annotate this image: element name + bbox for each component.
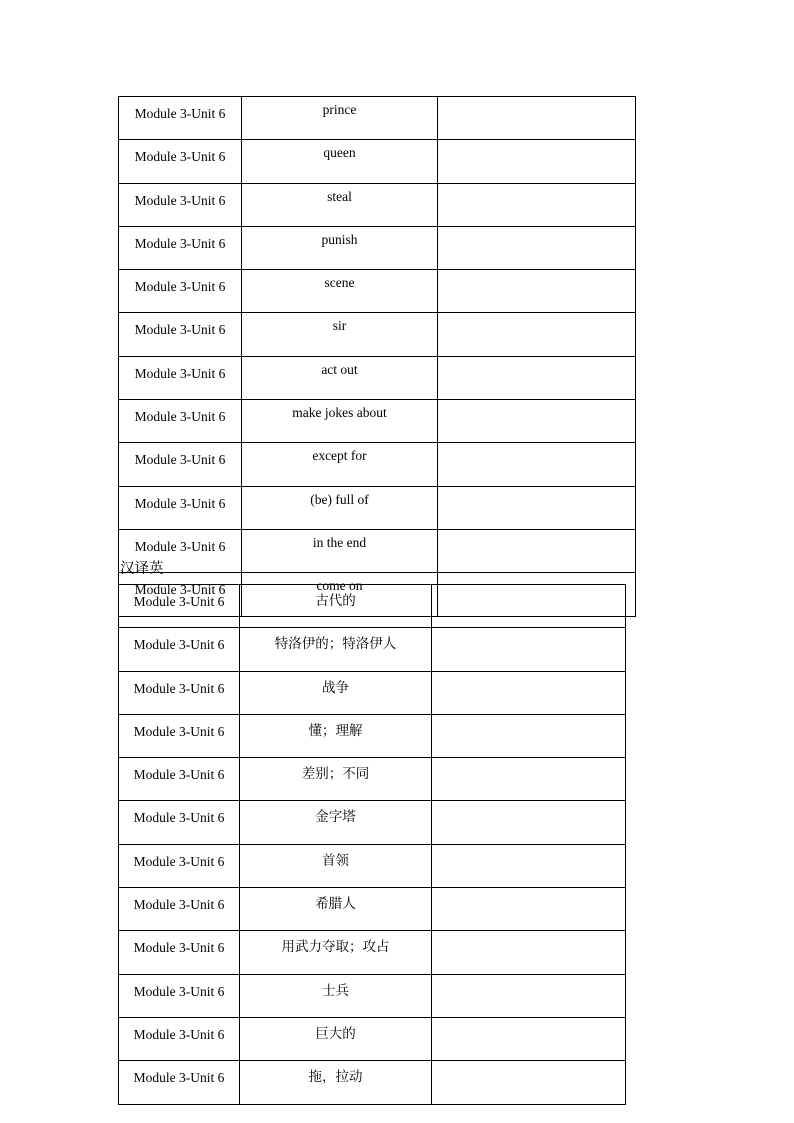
- module-cell: Module 3-Unit 6: [119, 628, 240, 671]
- module-cell: Module 3-Unit 6: [119, 270, 242, 313]
- module-cell: Module 3-Unit 6: [119, 888, 240, 931]
- answer-cell[interactable]: [432, 974, 626, 1017]
- table-row: [119, 97, 636, 140]
- module-cell: Module 3-Unit 6: [119, 529, 242, 572]
- answer-cell[interactable]: [432, 671, 626, 714]
- module-cell: Module 3-Unit 6: [119, 671, 240, 714]
- answer-cell[interactable]: [438, 443, 636, 486]
- answer-cell[interactable]: [432, 1061, 626, 1104]
- word-cell: 士兵: [240, 974, 432, 1017]
- word-cell: sir: [242, 313, 438, 356]
- word-cell: prince: [242, 97, 438, 140]
- table-row: [119, 888, 626, 931]
- answer-cell[interactable]: [438, 97, 636, 140]
- module-cell: Module 3-Unit 6: [119, 974, 240, 1017]
- word-cell: 金字塔: [240, 801, 432, 844]
- word-cell: make jokes about: [242, 400, 438, 443]
- word-cell: 巨大的: [240, 1017, 432, 1060]
- word-cell: act out: [242, 356, 438, 399]
- answer-cell[interactable]: [438, 529, 636, 572]
- word-cell: except for: [242, 443, 438, 486]
- answer-cell[interactable]: [438, 270, 636, 313]
- section-title-cn-to-en: 汉译英: [120, 561, 164, 577]
- answer-cell[interactable]: [432, 714, 626, 757]
- word-cell: in the end: [242, 529, 438, 572]
- table-row: [119, 183, 636, 226]
- table-row: [119, 356, 636, 399]
- word-cell: 战争: [240, 671, 432, 714]
- table-row: [119, 400, 636, 443]
- word-cell: scene: [242, 270, 438, 313]
- table-row: [119, 443, 636, 486]
- answer-cell[interactable]: [438, 226, 636, 269]
- answer-cell[interactable]: [432, 628, 626, 671]
- chinese-to-english-table: [118, 584, 626, 1105]
- word-cell: steal: [242, 183, 438, 226]
- answer-cell[interactable]: [438, 356, 636, 399]
- module-cell: Module 3-Unit 6: [119, 443, 242, 486]
- answer-cell[interactable]: [432, 585, 626, 628]
- word-cell: (be) full of: [242, 486, 438, 529]
- word-cell: 首领: [240, 844, 432, 887]
- module-cell: Module 3-Unit 6: [119, 758, 240, 801]
- module-cell: Module 3-Unit 6: [119, 1061, 240, 1104]
- module-cell: Module 3-Unit 6: [119, 400, 242, 443]
- answer-cell[interactable]: [438, 140, 636, 183]
- table-row: [119, 585, 626, 628]
- answer-cell[interactable]: [432, 801, 626, 844]
- module-cell: Module 3-Unit 6: [119, 486, 242, 529]
- table-row: [119, 1061, 626, 1104]
- module-cell: Module 3-Unit 6: [119, 140, 242, 183]
- module-cell: Module 3-Unit 6: [119, 183, 242, 226]
- module-cell: Module 3-Unit 6: [119, 1017, 240, 1060]
- word-cell: 希腊人: [240, 888, 432, 931]
- word-cell: 特洛伊的；特洛伊人: [240, 628, 432, 671]
- table-row: [119, 529, 636, 572]
- word-cell: 懂；理解: [240, 714, 432, 757]
- table-row: [119, 758, 626, 801]
- word-cell: queen: [242, 140, 438, 183]
- answer-cell[interactable]: [438, 400, 636, 443]
- answer-cell[interactable]: [438, 486, 636, 529]
- table-row: [119, 931, 626, 974]
- module-cell: Module 3-Unit 6: [119, 573, 242, 616]
- answer-cell[interactable]: [432, 758, 626, 801]
- table-row: [119, 671, 626, 714]
- answer-cell[interactable]: [432, 931, 626, 974]
- table-row: [119, 226, 636, 269]
- table-row: [119, 714, 626, 757]
- word-cell: punish: [242, 226, 438, 269]
- table-row: [119, 801, 626, 844]
- answer-cell[interactable]: [432, 1017, 626, 1060]
- table-row: [119, 628, 626, 671]
- module-cell: Module 3-Unit 6: [119, 714, 240, 757]
- english-to-chinese-table: [118, 96, 636, 617]
- table-row: [119, 270, 636, 313]
- word-cell: 差别；不同: [240, 758, 432, 801]
- word-cell: 古代的: [240, 585, 432, 628]
- english-to-chinese-table-body: [119, 97, 636, 617]
- table-row: [119, 1017, 626, 1060]
- table-row: [119, 486, 636, 529]
- table-row: [119, 313, 636, 356]
- module-cell: Module 3-Unit 6: [119, 226, 242, 269]
- word-cell: 用武力夺取；攻占: [240, 931, 432, 974]
- answer-cell[interactable]: [432, 844, 626, 887]
- module-cell: Module 3-Unit 6: [119, 931, 240, 974]
- module-cell: Module 3-Unit 6: [119, 313, 242, 356]
- table-row: [119, 974, 626, 1017]
- module-cell: Module 3-Unit 6: [119, 356, 242, 399]
- answer-cell[interactable]: [432, 888, 626, 931]
- module-cell: Module 3-Unit 6: [119, 801, 240, 844]
- word-cell: come on: [242, 573, 438, 616]
- chinese-to-english-table-body: [119, 585, 626, 1105]
- table-row: [119, 140, 636, 183]
- module-cell: Module 3-Unit 6: [119, 97, 242, 140]
- word-cell: 拖，拉动: [240, 1061, 432, 1104]
- table-row: [119, 844, 626, 887]
- module-cell: Module 3-Unit 6: [119, 844, 240, 887]
- answer-cell[interactable]: [438, 313, 636, 356]
- module-cell: Module 3-Unit 6: [119, 585, 240, 628]
- answer-cell[interactable]: [438, 183, 636, 226]
